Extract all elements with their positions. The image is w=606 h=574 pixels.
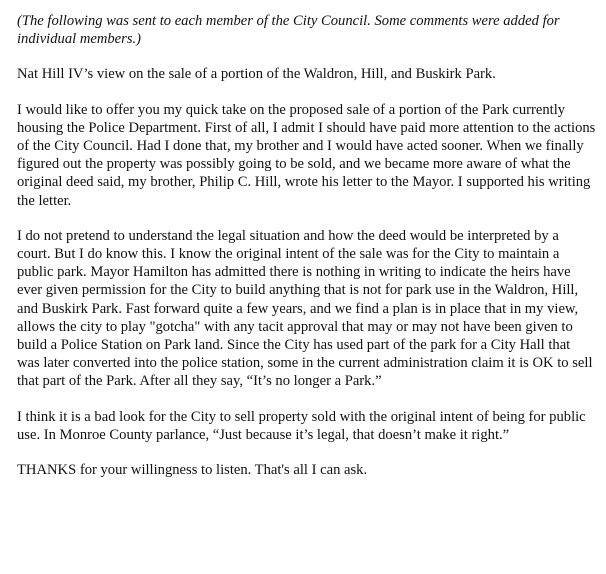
intro-note: (The following was sent to each member of the City Council. Some comments were added for individual members.) [17,13,560,48]
letter-title: Nat Hill IV’s view on the sale of a portion of the Waldron, Hill, and Buskirk Park. [17,66,496,83]
paragraph-2: I do not pretend to understand the legal situation and how the deed would be interpreted by a court. But I do know this. I know the original intent of the sale was for the City to maintain a public park. Mayor Hamilton has admitted there is nothing in writing to indicate the heirs have ever given permission for the City to build anything that is not for park use in the Waldron, Hill, and Buskirk Park. Fast forward quite a few years, and we find a plan is in place that in my view, allows the city to play "gotcha" with any tacit approval that may or may not have been given to build a Police Station on Park land. Since the City has used part of the park for a City Hall that was later converted into the police station, some in the current administration claim it is OK to sell that part of the Park. After all they say, “It’s no longer a Park.” [17,227,593,390]
paragraph-3: I think it is a bad look for the City to sell property sold with the original intent of being for public use. In Monroe County parlance, “Just because it’s legal, that doesn’t make it right.” [17,408,586,443]
paragraph-4: THANKS for your willingness to listen. That's all I can ask. [17,462,368,479]
paragraph-1: I would like to offer you my quick take on the proposed sale of a portion of the Park currently housing the Police Department. First of all, I admit I should have paid more attention to the actions of the City Council. Had I done that, my brother and I would have acted sooner. When we finally figured out the property was possibly going to be sold, and we became more aware of what the original deed said, my brother, Philip C. Hill, wrote his letter to the Mayor. I supported his writing the letter. [17,101,596,209]
